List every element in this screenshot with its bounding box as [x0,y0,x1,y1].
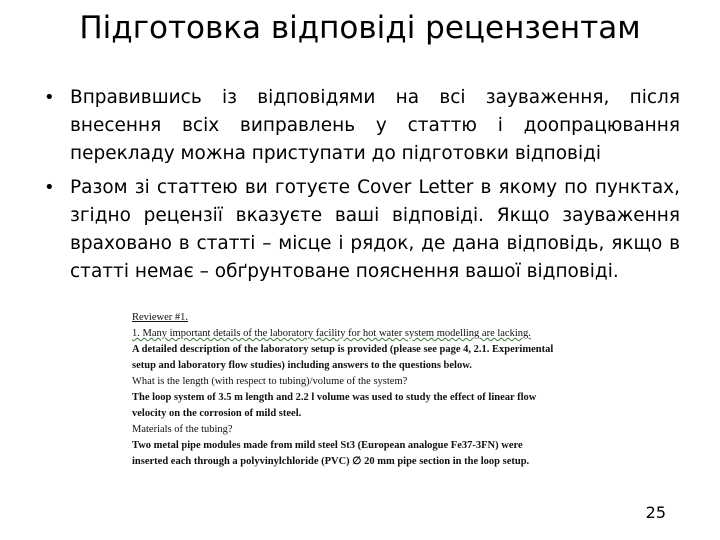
page-number: 25 [645,503,666,522]
review-comment-line: 1. Many important details of the laboratory facility for hot water system modelling are lacking. [132,328,531,339]
reviewer-response-excerpt [132,310,622,510]
bullet-item-2 [44,174,680,286]
bullet-list [44,84,680,292]
response-line: The loop system of 3.5 m length and 2.2 l volume was used to study the effect of linear flow [132,392,537,403]
bullet-dot-icon: • [44,87,55,108]
response-line: inserted each through a polyvinylchloride (PVC) ∅ 20 mm pipe section in the loop setup. [132,456,530,467]
review-question-line: What is the length (with respect to tubing)/volume of the system? [132,376,408,387]
bullet-text-2: Разом зі статтею ви готуєте Cover Letter в якому по пунктах, згідно рецензії вказуєте ваші відповіді. Якщо зауваження враховано в статті – місце і рядок, де дана відповідь, якщо в статті немає – обґрунтоване пояснення вашої відповіді. [70,177,680,282]
reviewer-heading: Reviewer #1. [132,312,188,323]
slide-title: Підготовка відповіді рецензентам [79,10,641,46]
response-line: A detailed description of the laboratory setup is provided (please see page 4, 2.1. Experimental [132,344,554,355]
bullet-item-1 [44,84,680,168]
response-line: setup and laboratory flow studies) including answers to the questions below. [132,360,472,371]
response-line: velocity on the corrosion of mild steel. [132,408,302,419]
bullet-dot-icon: • [44,177,55,198]
review-question-line: Materials of the tubing? [132,424,233,435]
bullet-text-1: Вправившись із відповідями на всі зауваження, після внесення всіх виправлень у статтю і доопрацювання перекладу можна приступати до підготовки відповіді [70,87,680,164]
response-line: Two metal pipe modules made from mild steel St3 (European analogue Fe37-3FN) were [132,440,523,451]
